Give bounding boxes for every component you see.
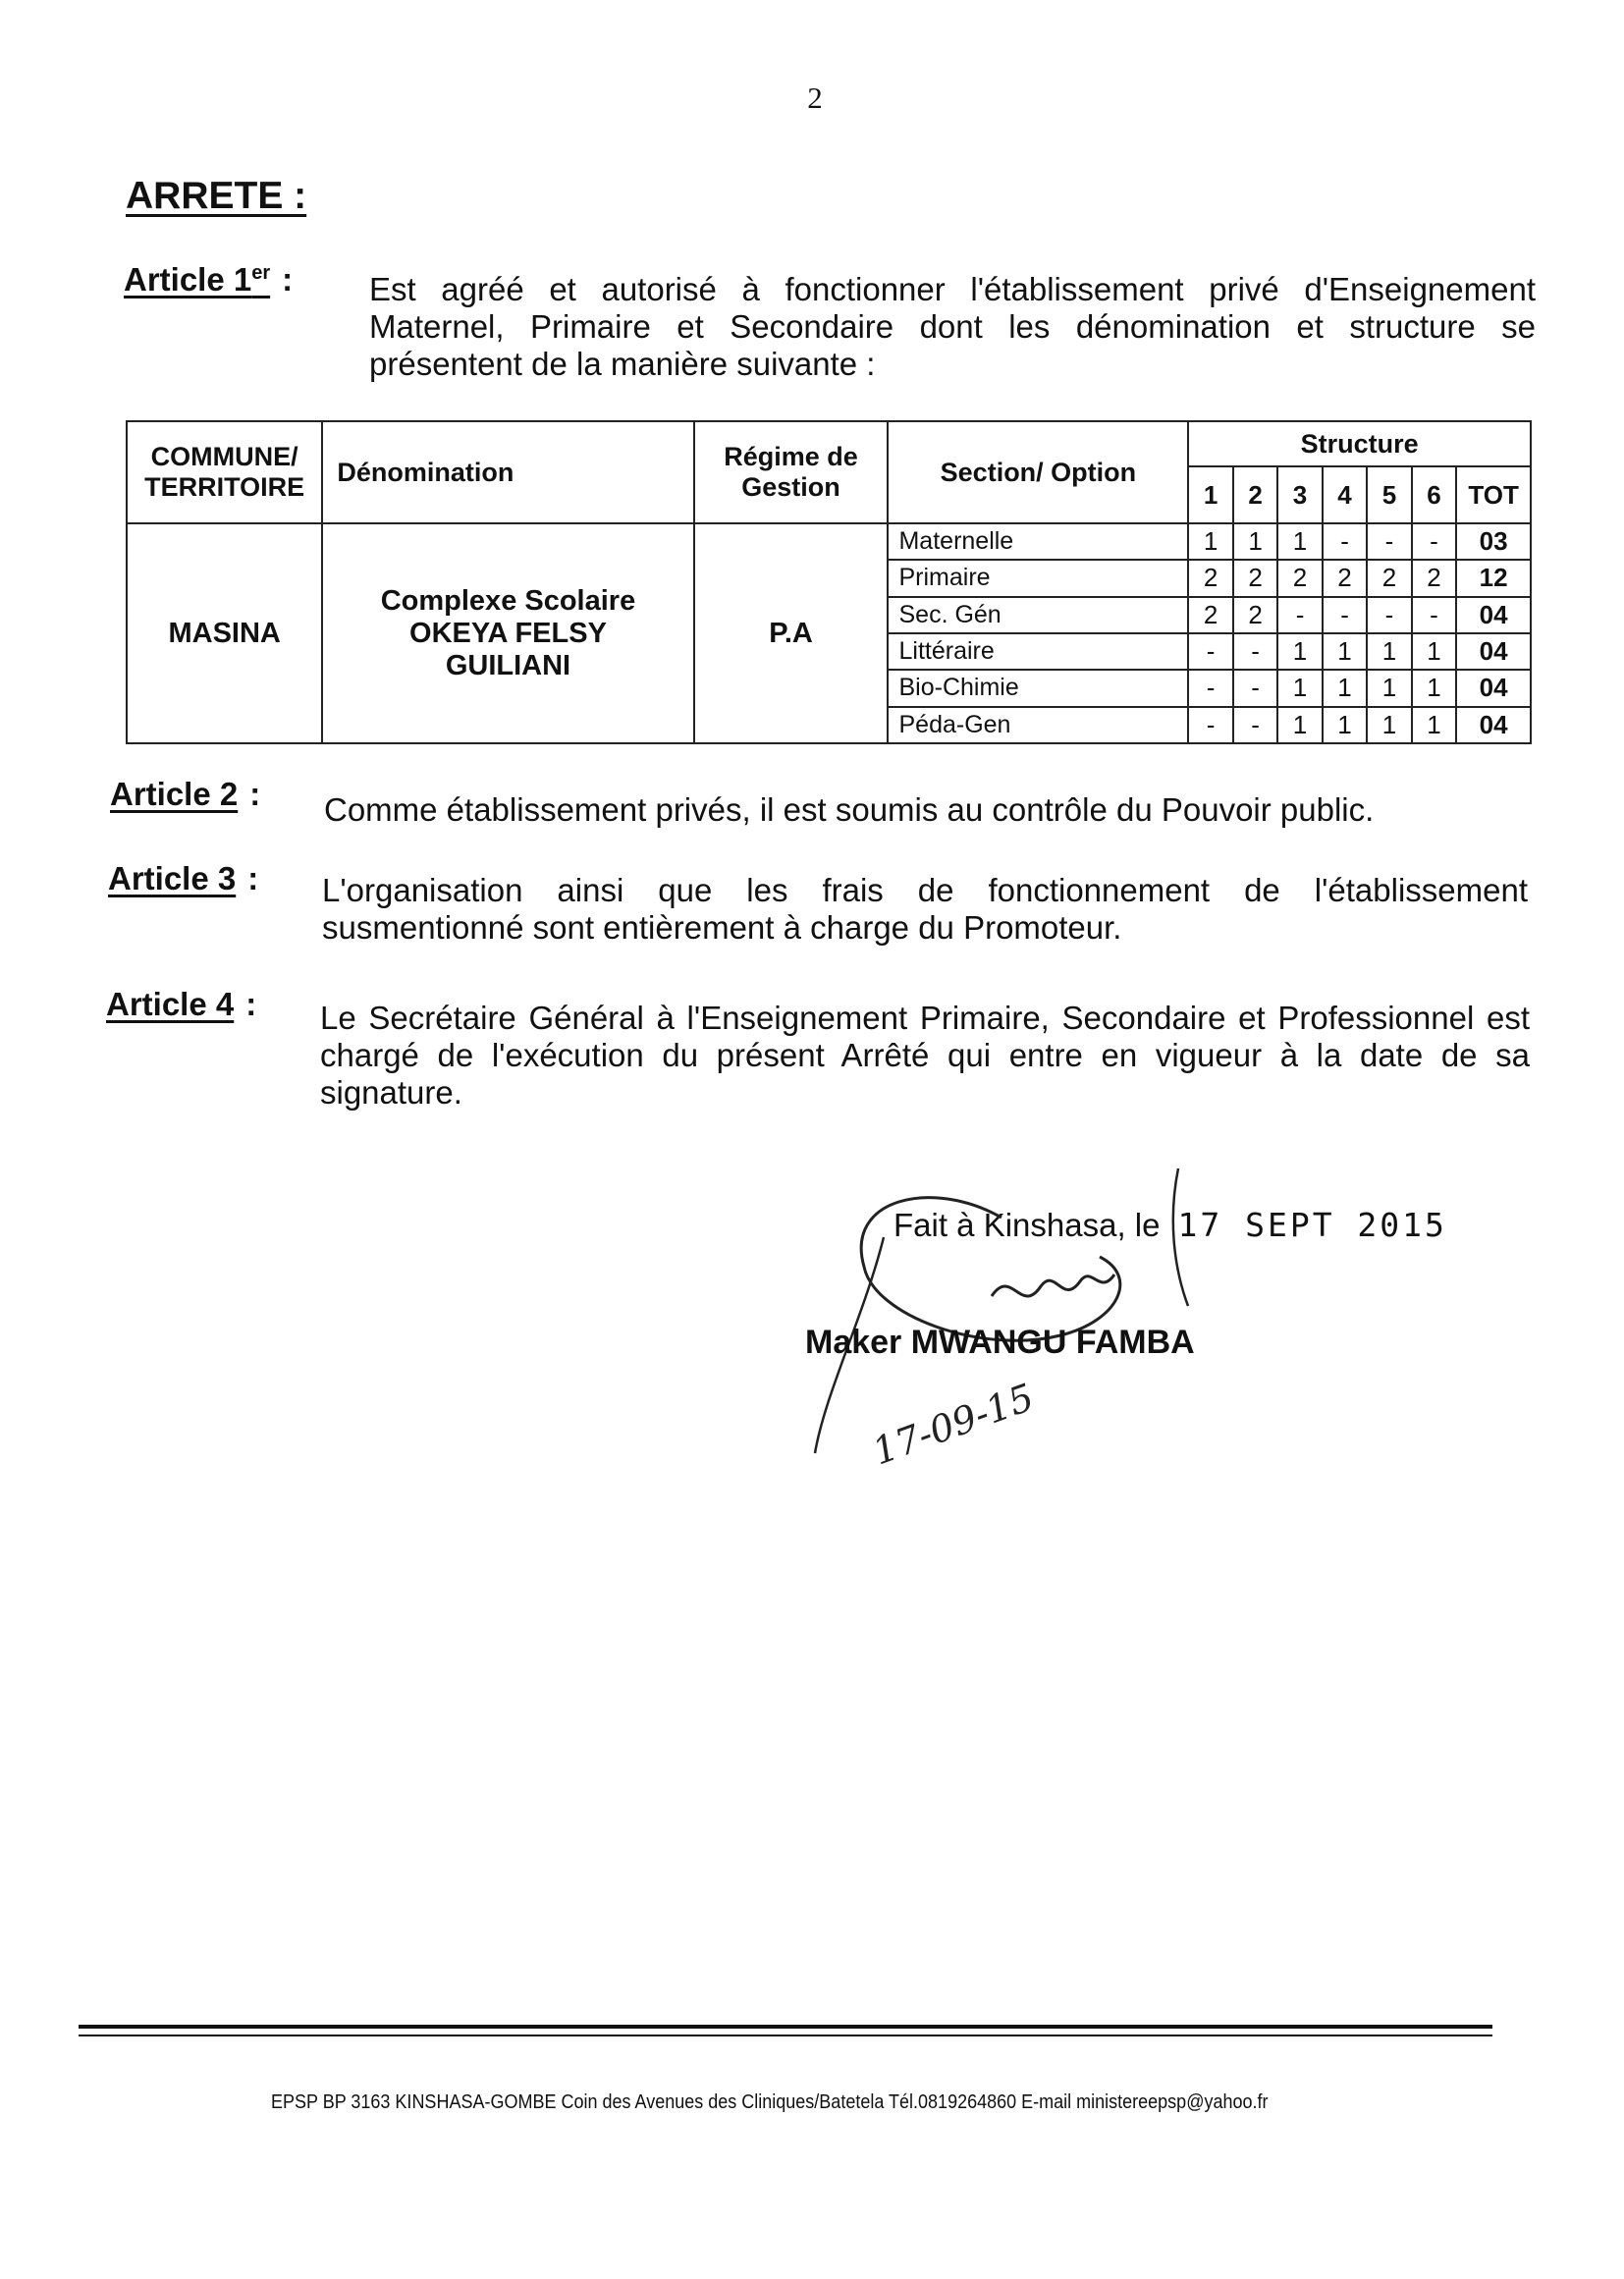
year-value: 1 bbox=[1277, 707, 1322, 743]
section-name: Littéraire bbox=[888, 633, 1188, 670]
place-text: Fait à Kinshasa, le bbox=[893, 1207, 1161, 1243]
year-value: 1 bbox=[1188, 523, 1232, 560]
signatory-name: Maker MWANGU FAMBA bbox=[805, 1324, 1195, 1361]
year-value: 1 bbox=[1277, 633, 1322, 670]
section-name: Sec. Gén bbox=[888, 597, 1188, 633]
year-value: 2 bbox=[1233, 560, 1277, 596]
year-value: 1 bbox=[1323, 707, 1367, 743]
commune-cell: MASINA bbox=[127, 523, 322, 743]
header-total: TOT bbox=[1456, 466, 1531, 523]
article-2-label: Article 2 : bbox=[110, 776, 261, 812]
year-value: 2 bbox=[1233, 597, 1277, 633]
page-number: 2 bbox=[807, 81, 823, 115]
header-year-5: 5 bbox=[1367, 466, 1411, 523]
date-stamp: 17 SEPT 2015 bbox=[1177, 1206, 1447, 1244]
article-1-label-text: Article 1 bbox=[124, 261, 252, 298]
article-1-text: Est agréé et autorisé à fonctionner l'établissement privé d'Enseignement Maternel, Primaire et Secondaire dont les dénomination et structure se présentent de la manière suivante : bbox=[369, 271, 1536, 382]
signature-scribble bbox=[992, 1275, 1114, 1296]
header-denomination: Dénomination bbox=[322, 421, 693, 523]
header-commune: COMMUNE/ TERRITOIRE bbox=[127, 421, 322, 523]
row-total: 04 bbox=[1456, 670, 1531, 706]
article-3-text: L'organisation ainsi que les frais de fonctionnement de l'établissement susmentionné sont entièrement à charge du Promoteur. bbox=[322, 872, 1528, 946]
article-2-label-text: Article 2 bbox=[110, 776, 239, 812]
year-value: 2 bbox=[1277, 560, 1322, 596]
article-3-label-text: Article 3 bbox=[108, 860, 237, 896]
footer-divider bbox=[79, 2025, 1492, 2029]
denomination-cell: Complexe Scolaire OKEYA FELSY GUILIANI bbox=[322, 523, 693, 743]
year-value: 1 bbox=[1412, 633, 1456, 670]
year-value: 1 bbox=[1323, 633, 1367, 670]
year-value: 1 bbox=[1412, 707, 1456, 743]
header-section: Section/ Option bbox=[888, 421, 1188, 523]
header-regime: Régime de Gestion bbox=[694, 421, 889, 523]
row-total: 04 bbox=[1456, 633, 1531, 670]
year-value: 1 bbox=[1367, 707, 1411, 743]
regime-cell: P.A bbox=[694, 523, 889, 743]
year-value: 1 bbox=[1277, 670, 1322, 706]
year-value: 1 bbox=[1367, 633, 1411, 670]
year-value: 1 bbox=[1233, 523, 1277, 560]
footer-divider-thin bbox=[79, 2035, 1492, 2036]
year-value: - bbox=[1367, 597, 1411, 633]
year-value: - bbox=[1412, 597, 1456, 633]
row-total: 04 bbox=[1456, 597, 1531, 633]
year-value: 2 bbox=[1323, 560, 1367, 596]
signature-slash bbox=[1173, 1168, 1188, 1306]
article-4-label-text: Article 4 bbox=[106, 986, 235, 1022]
handwritten-date bbox=[867, 1376, 1040, 1474]
year-value: - bbox=[1367, 523, 1411, 560]
signature-loop bbox=[861, 1198, 1120, 1341]
year-value: 1 bbox=[1367, 670, 1411, 706]
year-value: - bbox=[1233, 633, 1277, 670]
article-1-label-sup: er bbox=[251, 262, 271, 284]
year-value: - bbox=[1233, 707, 1277, 743]
year-value: - bbox=[1233, 670, 1277, 706]
year-value: 1 bbox=[1277, 523, 1322, 560]
header-year-2: 2 bbox=[1233, 466, 1277, 523]
section-name: Péda-Gen bbox=[888, 707, 1188, 743]
header-structure: Structure bbox=[1188, 421, 1531, 466]
article-1-label: Article 1er : bbox=[124, 261, 294, 298]
year-value: 1 bbox=[1412, 670, 1456, 706]
footer-address: EPSP BP 3163 KINSHASA-GOMBE Coin des Avenues des Cliniques/Batetela Tél.0819264860 E-mail ministereepsp@yahoo.fr bbox=[271, 2091, 1269, 2113]
header-year-1: 1 bbox=[1188, 466, 1232, 523]
year-value: - bbox=[1188, 707, 1232, 743]
year-value: - bbox=[1412, 523, 1456, 560]
year-value: - bbox=[1188, 670, 1232, 706]
article-4-text: Le Secrétaire Général à l'Enseignement Primaire, Secondaire et Professionnel est chargé de l'exécution du présent Arrêté qui entre en vigueur à la date de sa signature. bbox=[320, 1000, 1530, 1111]
section-name: Bio-Chimie bbox=[888, 670, 1188, 706]
header-year-4: 4 bbox=[1323, 466, 1367, 523]
decree-heading: ARRETE : bbox=[126, 175, 307, 217]
year-value: - bbox=[1323, 597, 1367, 633]
article-2-text: Comme établissement privés, il est soumis au contrôle du Pouvoir public. bbox=[324, 791, 1375, 828]
structure-table bbox=[126, 420, 1532, 744]
row-total: 04 bbox=[1456, 707, 1531, 743]
year-value: - bbox=[1277, 597, 1322, 633]
section-name: Maternelle bbox=[888, 523, 1188, 560]
table-row bbox=[127, 523, 1531, 560]
header-year-6: 6 bbox=[1412, 466, 1456, 523]
article-4-label: Article 4 : bbox=[106, 986, 257, 1022]
section-name: Primaire bbox=[888, 560, 1188, 596]
year-value: 2 bbox=[1188, 560, 1232, 596]
year-value: - bbox=[1323, 523, 1367, 560]
year-value: - bbox=[1188, 633, 1232, 670]
year-value: 2 bbox=[1367, 560, 1411, 596]
handwritten-date-text: 17-09-15 bbox=[867, 1375, 1040, 1474]
year-value: 2 bbox=[1412, 560, 1456, 596]
article-3-label: Article 3 : bbox=[108, 860, 259, 896]
row-total: 12 bbox=[1456, 560, 1531, 596]
year-value: 2 bbox=[1188, 597, 1232, 633]
header-year-3: 3 bbox=[1277, 466, 1322, 523]
row-total: 03 bbox=[1456, 523, 1531, 560]
year-value: 1 bbox=[1323, 670, 1367, 706]
